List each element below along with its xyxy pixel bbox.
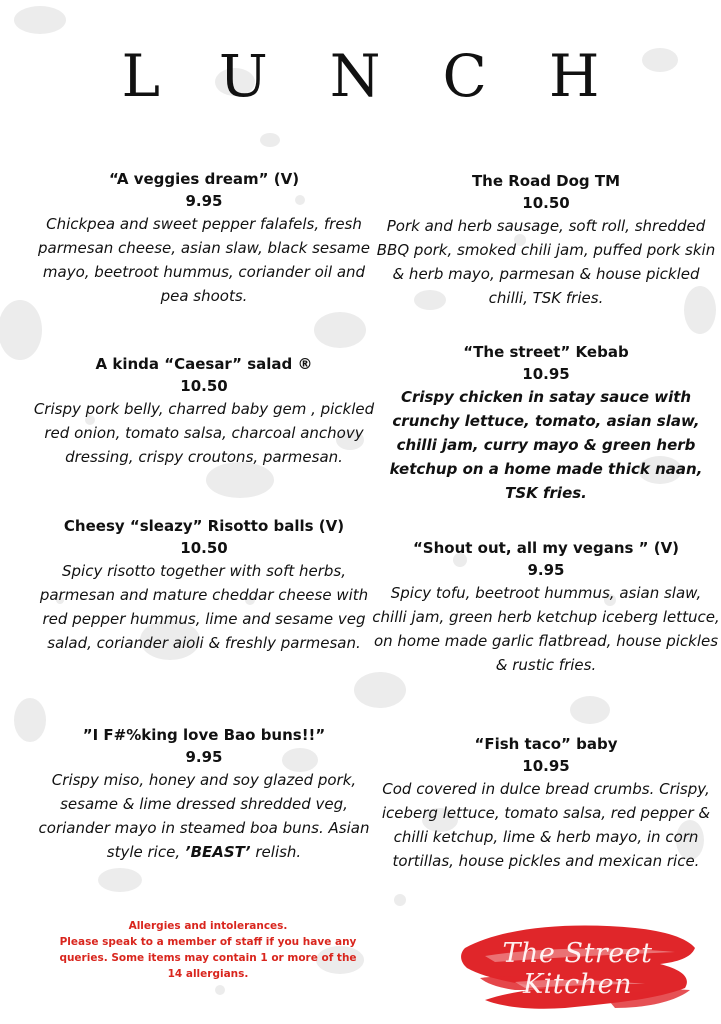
item-price: 10.95 bbox=[522, 757, 570, 775]
menu-title: LUNCH bbox=[121, 42, 662, 110]
item-name: ”I F#%king love Bao buns!!” bbox=[82, 726, 326, 744]
allergy-notice bbox=[58, 918, 358, 982]
menu-item-road-dog bbox=[372, 170, 720, 310]
menu-item-caesar-salad bbox=[28, 353, 380, 469]
item-description-highlight: ’BEAST’ bbox=[184, 843, 251, 861]
item-description: Pork and herb sausage, soft roll, shredded BBQ pork, smoked chili jam, puffed pork skin & herb mayo, parmesan & house pickled chilli, TSK fries. bbox=[376, 217, 716, 307]
item-description: Spicy tofu, beetroot hummus, asian slaw, chilli jam, green herb ketchup iceberg lettuce, on home made garlic flatbread, house pickles & rustic fries. bbox=[372, 584, 720, 674]
item-description: Crispy chicken in satay sauce with crunchy lettuce, tomato, asian slaw, chilli jam, curry mayo & green herb ketchup on a home made thick naan, TSK fries. bbox=[389, 388, 703, 502]
menu-item-fish-taco bbox=[372, 733, 720, 873]
item-price: 10.50 bbox=[180, 539, 228, 557]
item-name: A kinda “Caesar” salad ® bbox=[95, 355, 313, 373]
logo-text: The Street Kitchen bbox=[502, 938, 653, 1000]
item-description bbox=[28, 768, 380, 864]
item-name: “Fish taco” baby bbox=[474, 735, 618, 753]
menu-item-street-kebab bbox=[372, 341, 720, 505]
item-price: 10.50 bbox=[180, 377, 228, 395]
item-description: Crispy pork belly, charred baby gem , pickled red onion, tomato salsa, charcoal anchovy dressing, crispy croutons, parmesan. bbox=[33, 400, 375, 466]
item-description: Chickpea and sweet pepper falafels, fresh parmesan cheese, asian slaw, black sesame mayo, beetroot hummus, coriander oil and pea shoots. bbox=[38, 215, 370, 305]
item-price: 9.95 bbox=[185, 748, 223, 766]
menu-item-risotto-balls bbox=[28, 515, 380, 655]
item-description: Cod covered in dulce bread crumbs. Crispy, iceberg lettuce, tomato salsa, red pepper & chilli ketchup, lime & herb mayo, in corn tortillas, house pickles and mexican rice. bbox=[381, 780, 711, 870]
item-price: 9.95 bbox=[527, 561, 565, 579]
street-kitchen-logo bbox=[455, 918, 700, 1013]
menu-item-vegans bbox=[372, 537, 720, 677]
item-price: 9.95 bbox=[185, 192, 223, 210]
item-description: Spicy risotto together with soft herbs, parmesan and mature cheddar cheese with red pepper hummus, lime and sesame veg salad, coriander aioli & freshly parmesan. bbox=[39, 562, 369, 652]
item-name: “Shout out, all my vegans ” (V) bbox=[412, 539, 680, 557]
item-description-text: relish. bbox=[250, 843, 302, 861]
item-price: 10.95 bbox=[522, 365, 570, 383]
item-name: Cheesy “sleazy” Risotto balls (V) bbox=[63, 517, 345, 535]
item-name: “The street” Kebab bbox=[463, 343, 629, 361]
item-price: 10.50 bbox=[522, 194, 570, 212]
menu-item-bao-buns bbox=[28, 724, 380, 864]
item-name: The Road Dog TM bbox=[471, 172, 621, 190]
item-name: “A veggies dream” (V) bbox=[108, 170, 300, 188]
allergy-heading: Allergies and intolerances. bbox=[128, 920, 288, 932]
item-description-text: Crispy miso, honey and soy glazed pork, sesame & lime dressed shredded veg, coriander mayo in steamed boa buns. Asian style rice, bbox=[38, 771, 370, 861]
menu-item-veggies-dream bbox=[28, 168, 380, 308]
allergy-text: Please speak to a member of staff if you have any queries. Some items may contain 1 or more of the 14 allergians. bbox=[59, 936, 357, 980]
